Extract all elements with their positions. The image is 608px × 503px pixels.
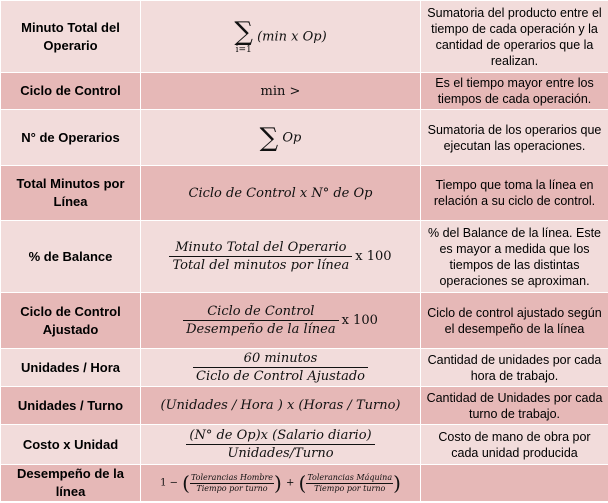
row-description: Cantidad de unidades por cada hora de trabajo. <box>421 349 608 387</box>
formula-body: Op <box>282 130 302 145</box>
table-row <box>1 293 608 349</box>
row-label: Unidades / Hora <box>1 349 141 387</box>
row-description: Es el tiempo mayor entre los tiempos de cada operación. <box>421 73 608 110</box>
row-description: Sumatoria del producto entre el tiempo de cada operación y la cantidad de operarios que la realizan. <box>421 1 608 73</box>
table-row <box>1 221 608 293</box>
fraction: $\frac{\text{Minuto Total del Operario}}{\text{Total del minutos por línea}}$ <box>169 239 352 274</box>
sum-symbol: ∑ i=1 <box>234 16 253 55</box>
formula-body: (min x Op) <box>257 29 327 44</box>
row-formula <box>141 425 421 465</box>
row-description <box>421 465 608 502</box>
table-row <box>1 425 608 465</box>
row-formula: Ciclo de Control x N° de Op <box>141 166 421 221</box>
row-description: Tiempo que toma la línea en relación a su ciclo de control. <box>421 166 608 221</box>
row-formula <box>141 110 421 166</box>
row-formula <box>141 293 421 349</box>
row-formula <box>141 221 421 293</box>
row-label: % de Balance <box>1 221 141 293</box>
multiplier: x 100 <box>341 313 378 328</box>
row-label: Ciclo de Control <box>1 73 141 110</box>
fraction: $\frac{\text{(N° de Op)x (Salario diario)}}{\text{Unidades/Turno}}$ <box>186 427 374 462</box>
fraction: $\frac{\text{Tolerancias Máquina}}{\text{Tiempo por turno}}$ <box>307 472 393 493</box>
table-row <box>1 166 608 221</box>
row-description: % del Balance de la línea. Este es mayor a medida que los tiempos de las distintas operaciones se aproximan. <box>421 221 608 293</box>
row-formula: min > <box>141 73 421 110</box>
row-label: Ciclo de Control Ajustado <box>1 293 141 349</box>
table-row <box>1 110 608 166</box>
row-label: Desempeño de la línea <box>1 465 141 502</box>
row-description: Cantidad de Unidades por cada turno de trabajo. <box>421 387 608 425</box>
table-row <box>1 465 608 502</box>
row-label: Minuto Total del Operario <box>1 1 141 73</box>
row-formula: (Unidades / Hora ) x (Horas / Turno) <box>141 387 421 425</box>
formula-lead: 1 − <box>160 477 178 489</box>
row-label: Costo x Unidad <box>1 425 141 465</box>
fraction: $\frac{\text{60 minutos}}{\text{Ciclo de Control Ajustado}}$ <box>193 350 368 385</box>
row-label: N° de Operarios <box>1 110 141 166</box>
row-formula: 1 − ( $\frac{\text{Tolerancias Hombre}}{\text{Tiempo por turno}}$ ) + ( $\frac{\text{Tolerancias Máquina}}{\text{Tiempo por turno}}$ ) <box>141 465 421 502</box>
table-row <box>1 349 608 387</box>
row-label: Total Minutos por Línea <box>1 166 141 221</box>
fraction: $\frac{\text{Ciclo de Control}}{\text{Desempeño de la línea}}$ <box>183 303 338 338</box>
table-row <box>1 387 608 425</box>
row-description: Costo de mano de obra por cada unidad producida <box>421 425 608 465</box>
fraction: $\frac{\text{Tolerancias Hombre}}{\text{Tiempo por turno}}$ <box>190 472 274 493</box>
row-description: Ciclo de control ajustado según el desempeño de la línea <box>421 293 608 349</box>
formula-plus: + <box>286 477 295 489</box>
multiplier: x 100 <box>355 249 392 264</box>
row-formula <box>141 1 421 73</box>
table-row <box>1 73 608 110</box>
table-row <box>1 1 608 73</box>
row-formula <box>141 349 421 387</box>
row-label: Unidades / Turno <box>1 387 141 425</box>
sum-symbol: ∑ <box>259 122 279 153</box>
row-description: Sumatoria de los operarios que ejecutan las operaciones. <box>421 110 608 166</box>
